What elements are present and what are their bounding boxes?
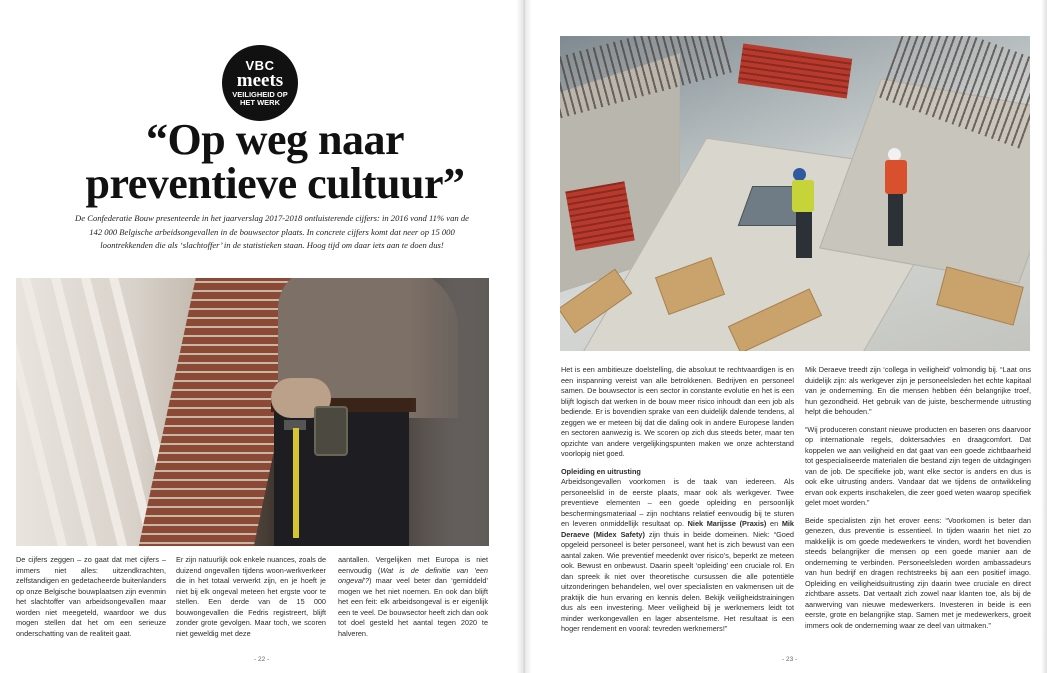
badge-line-veiligheid: VEILIGHEID OP <box>232 90 288 99</box>
right-col2-paragraph-1: Mik Deraeve treedt zijn ‘collega in veiligheid’ volmondig bij. “Laat ons duidelijk zijn: als werkgever zijn je personeelsleden het echte kapitaal van je onderneming. En die mensen hebben één belangrijke troef, hun gezondheid. Het gebruik van de juiste, beschermende uitrusting helpt die behouden.” <box>805 365 1031 416</box>
worker-toolbelt-photo <box>16 278 489 546</box>
p2-mid: en <box>766 519 782 528</box>
worker-legs <box>888 194 903 246</box>
right-page <box>524 0 1047 673</box>
right-col2-paragraph-3: Beide specialisten zijn het erover eens: “Voorkomen is beter dan genezen, dus preventie is essentieel. In tijden waarin het niet zo makkelijk is om goede medewerkers te vinden, wordt het bovendien steeds belangrijker die mensen op een goede manier aan de onderneming te verbinden. Personeelsleden worden ambassadeurs van hun bedrijf en dragen rechtstreeks bij aan een positief imago. Opleiding en veiligheidsuitrusting zijn daarin twee cruciale en direct zichtbare assets. Dat vertaalt zich zowel naar klanten toe, als bij de aanwerving van nieuwe medewerkers. Investeren in beide is een eerste, grote en belangrijke stap. Samen met je medewerkers, groeit immers ook de onderneming waar ze deel van uitmaken.” <box>805 515 1031 630</box>
right-col1-paragraph-2 <box>561 477 794 635</box>
vbc-meets-badge <box>222 45 298 121</box>
left-col3-part-a: aantallen. Vergelijken met Europa is niet eenvoudig ( <box>338 555 488 575</box>
left-col3-part-b: ) maar veel beter dan ‘gemiddeld’ mogen we het niet noemen. En ook dan blijft het een feit: elk arbeidsongeval is er eigenlijk een te veel. De bouwsector heeft zich dan ook tot doel gesteld het aantal tegen 2020 te halveren. <box>338 576 488 638</box>
left-col3-text <box>338 555 488 639</box>
badge-line-vbc: VBC <box>245 58 275 73</box>
left-col2-text: Er zijn natuurlijk ook enkele nuances, zoals de duizend ongevallen tijdens woon-werkverkeer die in het totaal verwerkt zijn, en je hoeft je niet bij elk ongeval meteen het ergste voor te stellen. Een derde van de 15 000 bouwongevallen die Fedris registreert, blijft zonder grote gevolgen. Maar toch, we scoren niet geweldig met deze <box>176 555 326 638</box>
page-number-left: - 22 - <box>254 656 270 663</box>
left-column-2 <box>176 555 326 646</box>
tool-pouch <box>314 406 348 456</box>
article-title <box>60 115 490 208</box>
p2-name-mik: Mik Deraeve (Midex Safety) <box>561 519 794 539</box>
badge-line-werk: HET WERK <box>240 98 280 107</box>
p2-part-b: zijn thuis in beide domeinen. Niek: “Goed opgeleid personeel is beter personeel, want het is zich bewust van een aantal zaken. Wie preventief meedenkt over risico’s, beperkt ze meteen ook. Bewust en onbewust. Daarin speelt ‘opleiding’ een cruciale rol. En dan spreek ik niet over theoretische cursussen die alle potentiële uitzonderingen behandelen, wel over specialisten en vakmensen uit de praktijk die hun ervaring en kennis delen. Bekijk veiligheidstrainingen dus als een investering. Meer veiligheid bij je werknemers leidt tot minder werkongevallen en lager absenteïsme. Het resultaat is een hoger rendement en vooral: tevreden werknemers!” <box>561 529 794 633</box>
right-col2-paragraph-2: “Wij produceren constant nieuwe producten en baseren ons daarvoor op internationale regels, doktersadvies en draagcomfort. Dat koppelen we aan veiligheid en dat gaat van een goede zichtbaarheid tot gespecialiseerde materialen die bestand zijn tegen de uitdagingen van de job. De specifieke job, want elke sector is anders en dus is ook elke uitrusting anders. Vandaar dat we tijdens de ontwikkeling ervan ook experts inschakelen, die zeer goed weten waarop specifiek gelet moet worden.” <box>805 424 1031 507</box>
article-intro: De Confederatie Bouw presenteerde in het jaarverslag 2017-2018 ontluisterende cijfers: in 2016 vond 11% van de 142 000 Belgische arbeidsongevallen in de bouwsector plaats. In concrete cijfers komt dat neer op 15 000 loontrekkenden die als ‘slachtoffer’ in de statistieken staan. Hoog tijd om daar iets aan te doen dus! <box>75 213 469 250</box>
title-line-2: preventieve cultuur” <box>85 159 465 208</box>
worker-vest-orange <box>885 160 907 194</box>
spread-gutter <box>516 0 532 673</box>
badge-line-meets: meets <box>236 70 284 91</box>
title-line-1: “Op weg naar <box>146 115 404 164</box>
p2-part-a: Arbeidsongevallen voorkomen is de taak van iedereen. Als personeelslid in de eerste plaats, maar ook als werkgever. Twee preventieve elementen – een goede opleiding en persoonlijk beschermingsmateriaal – zijn nochtans relatief eenvoudig bij te sturen en leveren onmiddellijk resultaat op. <box>561 477 794 528</box>
construction-site-photo <box>560 36 1030 351</box>
photo-shadow <box>409 278 489 546</box>
hammer-handle <box>293 428 299 538</box>
page-number-right: - 23 - <box>782 656 798 663</box>
left-column-1 <box>16 555 166 646</box>
right-column-1 <box>561 365 794 642</box>
worker-vest-yellow <box>792 180 814 212</box>
left-page <box>0 0 522 673</box>
right-column-2 <box>805 365 1031 638</box>
left-col3-italic: Wat is de definitie van 'een ongeval'? <box>338 565 488 585</box>
p2-name-niek: Niek Marijsse (Praxis) <box>687 519 767 528</box>
section-subheading: Opleiding en uitrusting <box>561 466 641 476</box>
red-material-stack <box>738 44 852 99</box>
right-col1-paragraph: Het is een ambitieuze doelstelling, die absoluut te rechtvaardigen is en een inspanning vereist van alle betrokkenen. Bedrijven en personeel samen. De bouwsector is een sector in constante evolutie en het is een blijft logisch dat werken in de bouw meer risico inhoudt dan een job als bediende. Er is bovendien sprake van een duidelijk dalende tendens, al zeggen we er meteen bij dat die daling ook in andere Europese landen en sectoren aanwezig is. We scoren op zich dus steeds beter, maar ten opzichte van andere vergelijkingspunten maken we onze achterstand voorlopig niet goed. <box>561 365 794 458</box>
left-col1-text: De cijfers zeggen – zo gaat dat met cijfers – immers niet alles: uitzendkrachten, zelfstandigen en gedetacheerde buitenlanders op onze Belgische bouwplaatsen zijn evenmin het slachtoffer van arbeidsongevallen maar worden niet meegeteld, waardoor we dus mogen stellen dat het om een serieuze onderschatting van de realiteit gaat. <box>16 555 166 638</box>
red-material-stack <box>565 181 635 251</box>
page-edge-shadow <box>1041 0 1047 673</box>
worker-legs <box>796 212 812 258</box>
left-column-3 <box>338 555 488 646</box>
